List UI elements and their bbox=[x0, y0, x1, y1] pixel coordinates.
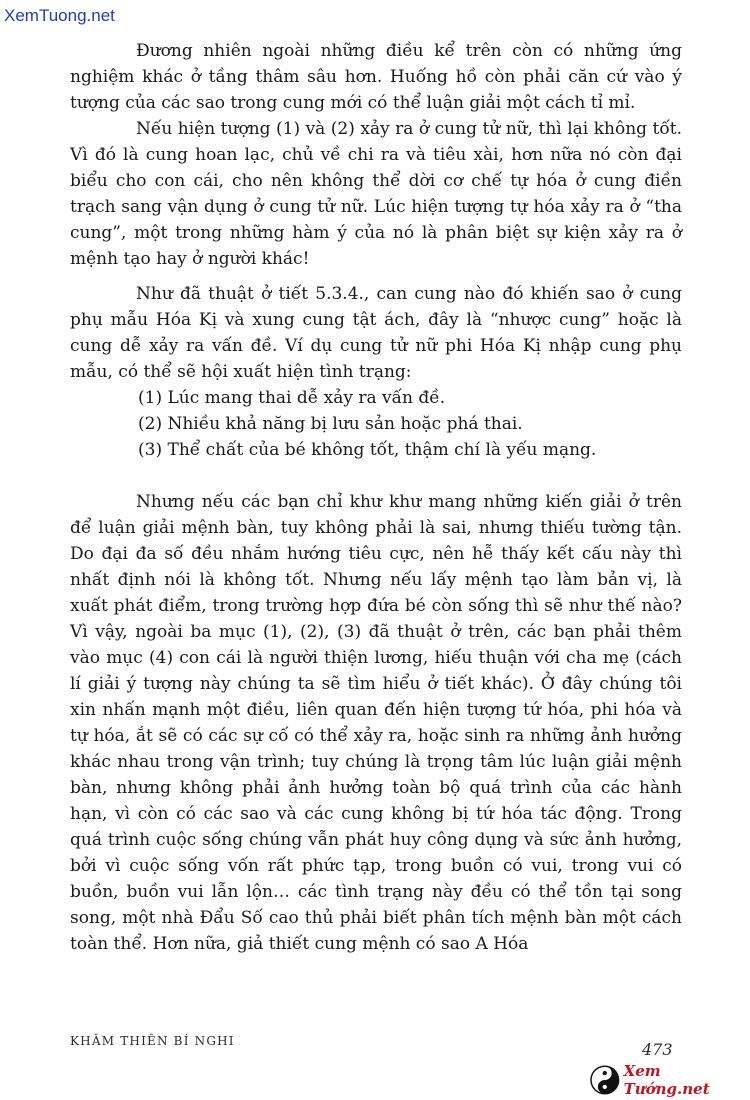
spacer bbox=[70, 463, 682, 489]
list-item: (3) Thể chất của bé không tốt, thậm chí là yếu mạng. bbox=[138, 440, 597, 460]
numbered-list bbox=[70, 385, 682, 463]
list-item: (2) Nhiều khả năng bị lưu sản hoặc phá thai. bbox=[138, 414, 523, 434]
paragraph-1: Đương nhiên ngoài những điều kể trên còn có những ứng nghiệm khác ở tầng thâm sâu hơn. Huống hồ còn phải căn cứ vào ý tượng của các sao trong cung mới có thể luận giải một cách tỉ mỉ. bbox=[70, 41, 682, 113]
paragraph-4: Nhưng nếu các bạn chỉ khư khư mang những kiến giải ở trên để luận giải mệnh bàn, tuy không phải là sai, nhưng thiếu tường tận. Do đại đa số đều nhắm hướng tiêu cực, nên hễ thấy kết cấu này thì nhất định nói là không tốt. Nhưng nếu lấy mệnh tạo làm bản vị, là xuất phát điểm, trong trường hợp đứa bé còn sống thì sẽ như thế nào? Vì vậy, ngoài ba mục (1), (2), (3) đã thuật ở trên, các bạn phải thêm vào mục (4) con cái là người thiện lương, hiếu thuận với cha mẹ (cách lí giải ý tượng này chúng ta sẽ tìm hiểu ở tiết khác). Ở đây chúng tôi xin nhấn mạnh một điều, liên quan đến hiện tượng tứ hóa, phi hóa và tự hóa, ắt sẽ có các sự cố có thể xảy ra, hoặc sinh ra những ảnh hưởng khác nhau trong vận trình; tuy chúng là trọng tâm lúc luận giải mệnh bàn, nhưng không phải ảnh hưởng toàn bộ quá trình của các hành hạn, vì còn có các sao và các cung không bị tứ hóa tác động. Trong quá trình cuộc sống chúng vẫn phát huy công dụng và sức ảnh hưởng, bởi vì cuộc sống vốn rất phức tạp, trong buồn có vui, trong vui có buồn, buồn vui lẫn lộn… các tình trạng này đều có thể tồn tại song song, một nhà Đẩu Số cao thủ phải biết phân tích mệnh bàn một cách toàn thể. Hơn nữa, giả thiết cung mệnh có sao A Hóa bbox=[70, 492, 682, 954]
list-item: (1) Lúc mang thai dễ xảy ra vấn đề. bbox=[138, 388, 446, 408]
paragraph-3: Như đã thuật ở tiết 5.3.4., can cung nào đó khiến sao ở cung phụ mẫu Hóa Kị và xung cung tật ách, đây là “nhược cung” hoặc là cung dễ xảy ra vấn đề. Ví dụ cung tử nữ phi Hóa Kị nhập cung phụ mẫu, có thể sẽ hội xuất hiện tình trạng: bbox=[70, 284, 682, 382]
book-title-footer: KHÂM THIÊN BÍ NGHI bbox=[70, 1034, 235, 1048]
paragraph-2: Nếu hiện tượng (1) và (2) xảy ra ở cung tử nữ, thì lại không tốt. Vì đó là cung hoan lạc, chủ về chi ra và tiêu xài, hơn nữa nó còn đại biểu cho con cái, cho nên không thể dời cơ chế tự hóa ở cung điền trạch sang vận dụng ở cung tử nữ. Lúc hiện tượng tự hóa xảy ra ở “tha cung”, một trong những hàm ý của nó là phân biệt sự kiện xảy ra ở mệnh tạo hay ở người khác! bbox=[70, 119, 682, 269]
watermark-logo bbox=[590, 1062, 750, 1098]
yin-yang-icon bbox=[590, 1065, 620, 1095]
site-logo[interactable]: XemTuong.net bbox=[4, 6, 115, 25]
page-body bbox=[70, 38, 682, 957]
page-number: 473 bbox=[642, 1040, 673, 1059]
watermark-text: Xem Tướng.net bbox=[623, 1062, 710, 1098]
spacer bbox=[70, 272, 682, 281]
